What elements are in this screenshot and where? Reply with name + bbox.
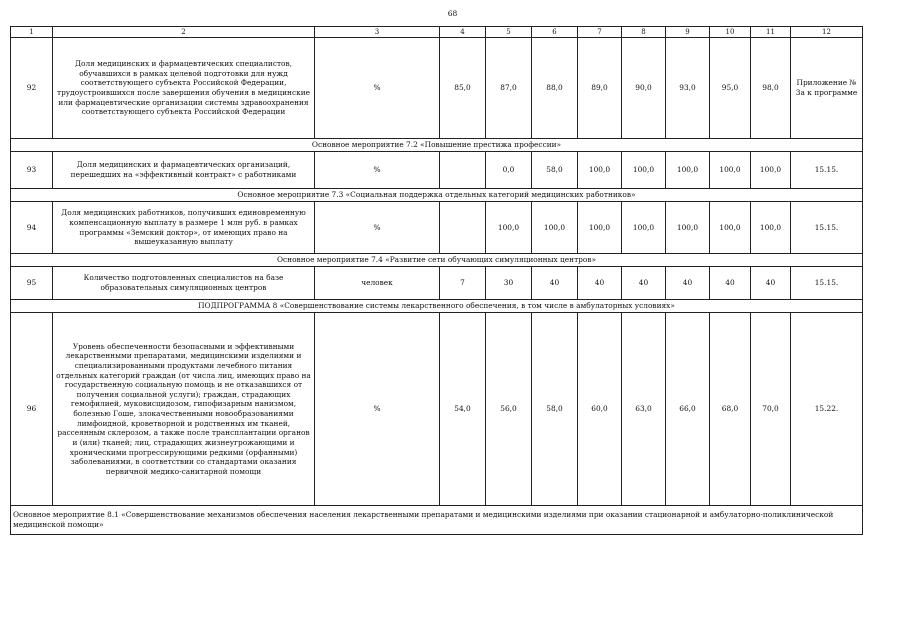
value-cell: 93,0 xyxy=(666,38,710,139)
value-cell: 90,0 xyxy=(622,38,666,139)
section-row xyxy=(11,254,863,267)
value-cell: 100,0 xyxy=(666,152,710,189)
indicator-description: Уровень обеспеченности безопасными и эффективными лекарственными препаратами, медицинскими изделиями и специализированными продуктами лечебного питания отдельных категорий граждан (от числа лиц, имеющих право на государственную социальную помощь и не отказавшихся от получения социальной услуги); граждан, страдающих гемофилией, муковисцидозом, гипофизарным нанизмом, болезнью Гоше, злокачественными новообразованиями лимфоидной, кроветворной и родственных им тканей, рассеянным склерозом, а также после трансплантации органов и (или) тканей; лиц, страдающих жизнеугрожающими и хроническими прогрессирующими редкими (орфанными) заболеваниями, в соответствии со стандартами оказания первичной медико-санитарной помощи xyxy=(53,313,315,506)
reference: 15.15. xyxy=(791,202,863,254)
indicator-description: Количество подготовленных специалистов на базе образовательных симуляционных центров xyxy=(53,267,315,300)
section-title: Основное мероприятие 8.1 «Совершенствование механизмов обеспечения населения лекарственными препаратами и медицинскими изделиями при оказании стационарной и амбулаторно-поликлинической медицинской помощи» xyxy=(11,506,863,535)
reference: 15.22. xyxy=(791,313,863,506)
value-cell: 98,0 xyxy=(751,38,791,139)
value-cell: 100,0 xyxy=(666,202,710,254)
header-cell: 11 xyxy=(751,27,791,38)
value-cell: 100,0 xyxy=(578,202,622,254)
section-row xyxy=(11,189,863,202)
table-row xyxy=(11,152,863,189)
value-cell: 40 xyxy=(578,267,622,300)
indicators-table xyxy=(10,26,863,535)
value-cell: 40 xyxy=(666,267,710,300)
value-cell: 85,0 xyxy=(440,38,486,139)
page-number: 68 xyxy=(447,9,458,18)
header-row xyxy=(11,27,863,38)
table-row xyxy=(11,267,863,300)
row-number: 93 xyxy=(11,152,53,189)
value-cell: 54,0 xyxy=(440,313,486,506)
header-cell: 10 xyxy=(710,27,751,38)
header-cell: 7 xyxy=(578,27,622,38)
value-cell: 100,0 xyxy=(578,152,622,189)
value-cell: 100,0 xyxy=(710,202,751,254)
value-cell: 58,0 xyxy=(532,313,578,506)
table-row xyxy=(11,38,863,139)
value-cell: 87,0 xyxy=(486,38,532,139)
value-cell: 68,0 xyxy=(710,313,751,506)
reference: Приложение № 3а к программе xyxy=(791,38,863,139)
value-cell: 40 xyxy=(710,267,751,300)
indicator-description: Доля медицинских работников, получивших единовременную компенсационную выплату в размере 1 млн руб. в рамках программы «Земский доктор», от имеющих право на вышеуказанную выплату xyxy=(53,202,315,254)
header-cell: 9 xyxy=(666,27,710,38)
value-cell: 100,0 xyxy=(622,152,666,189)
header-cell: 4 xyxy=(440,27,486,38)
value-cell: 89,0 xyxy=(578,38,622,139)
header-cell: 12 xyxy=(791,27,863,38)
header-cell: 6 xyxy=(532,27,578,38)
value-cell: 100,0 xyxy=(751,202,791,254)
value-cell: 100,0 xyxy=(532,202,578,254)
value-cell: 100,0 xyxy=(710,152,751,189)
header-cell: 3 xyxy=(315,27,440,38)
header-cell: 1 xyxy=(11,27,53,38)
section-row xyxy=(11,300,863,313)
section-title: Основное мероприятие 7.3 «Социальная поддержка отдельных категорий медицинских работников» xyxy=(11,189,863,202)
value-cell: 58,0 xyxy=(532,152,578,189)
unit: % xyxy=(315,38,440,139)
section-title: ПОДПРОГРАММА 8 «Совершенствование системы лекарственного обеспечения, в том числе в амбулаторных условиях» xyxy=(11,300,863,313)
value-cell xyxy=(440,152,486,189)
value-cell: 88,0 xyxy=(532,38,578,139)
value-cell: 95,0 xyxy=(710,38,751,139)
value-cell xyxy=(440,202,486,254)
table-row xyxy=(11,313,863,506)
unit: % xyxy=(315,152,440,189)
table-row xyxy=(11,202,863,254)
row-number: 92 xyxy=(11,38,53,139)
header-cell: 2 xyxy=(53,27,315,38)
section-row xyxy=(11,139,863,152)
row-number: 94 xyxy=(11,202,53,254)
row-number: 96 xyxy=(11,313,53,506)
value-cell: 100,0 xyxy=(486,202,532,254)
indicator-description: Доля медицинских и фармацевтических организаций, перешедших на «эффективный контракт» с работниками xyxy=(53,152,315,189)
value-cell: 40 xyxy=(751,267,791,300)
value-cell: 70,0 xyxy=(751,313,791,506)
header-cell: 5 xyxy=(486,27,532,38)
indicator-description: Доля медицинских и фармацевтических специалистов, обучавшихся в рамках целевой подготовки для нужд соответствующего субъекта Российской Федерации, трудоустроившихся после завершения обучения в медицинские или фармацевтические организации системы здравоохранения соответствующего субъекта Российской Федерации xyxy=(53,38,315,139)
value-cell: 56,0 xyxy=(486,313,532,506)
header-cell: 8 xyxy=(622,27,666,38)
section-title: Основное мероприятие 7.2 «Повышение престижа профессии» xyxy=(11,139,863,152)
value-cell: 40 xyxy=(532,267,578,300)
unit: % xyxy=(315,202,440,254)
value-cell: 100,0 xyxy=(622,202,666,254)
unit: человек xyxy=(315,267,440,300)
value-cell: 66,0 xyxy=(666,313,710,506)
row-number: 95 xyxy=(11,267,53,300)
value-cell: 60,0 xyxy=(578,313,622,506)
value-cell: 30 xyxy=(486,267,532,300)
section-title: Основное мероприятие 7.4 «Развитие сети обучающих симуляционных центров» xyxy=(11,254,863,267)
reference: 15.15. xyxy=(791,152,863,189)
value-cell: 63,0 xyxy=(622,313,666,506)
value-cell: 40 xyxy=(622,267,666,300)
value-cell: 100,0 xyxy=(751,152,791,189)
value-cell: 0,0 xyxy=(486,152,532,189)
reference: 15.15. xyxy=(791,267,863,300)
value-cell: 7 xyxy=(440,267,486,300)
section-row xyxy=(11,506,863,535)
unit: % xyxy=(315,313,440,506)
